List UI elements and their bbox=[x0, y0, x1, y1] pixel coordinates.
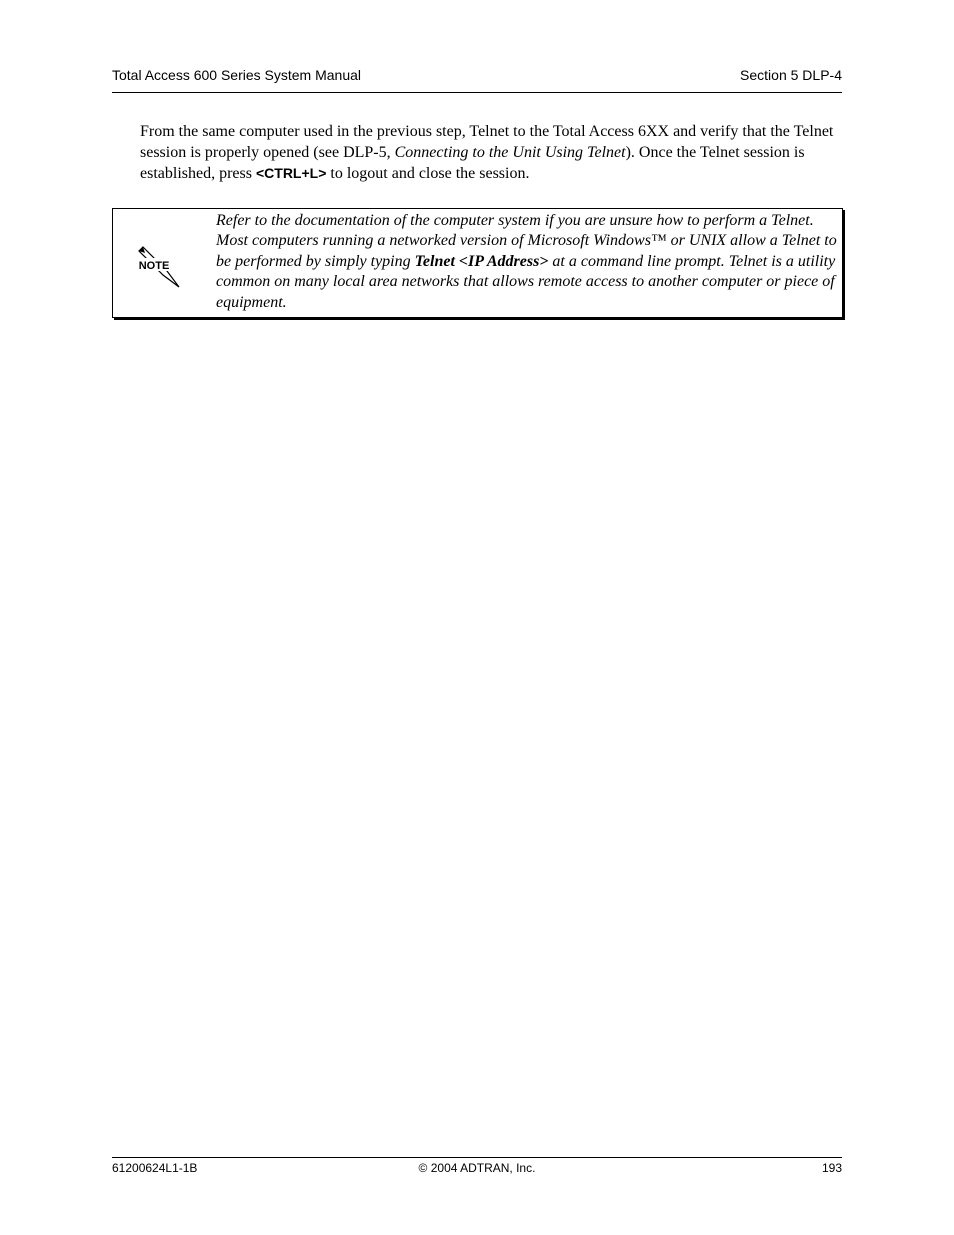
section-label: Section 5 DLP-4 bbox=[740, 67, 842, 83]
page-header bbox=[112, 64, 842, 93]
note-box bbox=[112, 208, 843, 318]
note-text-1: Refer to the documentation of the computer system if you are unsure how to perform a Telnet. Most computers running a networked version of Microsoft Windows™ or UNIX allow a Telnet to be performed by simply typing bbox=[216, 212, 837, 270]
body-paragraph bbox=[140, 121, 842, 184]
note-icon bbox=[135, 243, 181, 289]
document-number: 61200624L1-1B bbox=[112, 1161, 198, 1175]
copyright-notice: © 2004 ADTRAN, Inc. bbox=[418, 1161, 536, 1175]
cross-reference-title: Connecting to the Unit Using Telnet bbox=[394, 144, 626, 161]
note-text-2: at a command line prompt. Telnet is a utility common on many local area networks that allows remote access to another computer or piece of equipment. bbox=[216, 252, 836, 311]
page-footer bbox=[112, 1157, 842, 1175]
page-number: 193 bbox=[821, 1161, 842, 1175]
note-icon-label: NOTE bbox=[138, 260, 170, 272]
body-text-3: to logout and close the session. bbox=[326, 165, 530, 182]
note-text bbox=[216, 211, 838, 313]
manual-title: Total Access 600 Series System Manual bbox=[112, 67, 362, 83]
body-text-1: From the same computer used in the previous step, Telnet to the Total Access 6XX and verify that the Telnet session is properly opened (see DLP-5, bbox=[140, 123, 834, 161]
body-text-2: ). Once the Telnet session is established, press bbox=[140, 144, 805, 182]
key-combination: <CTRL+L> bbox=[255, 165, 327, 181]
telnet-command: Telnet <IP Address> bbox=[414, 252, 549, 270]
